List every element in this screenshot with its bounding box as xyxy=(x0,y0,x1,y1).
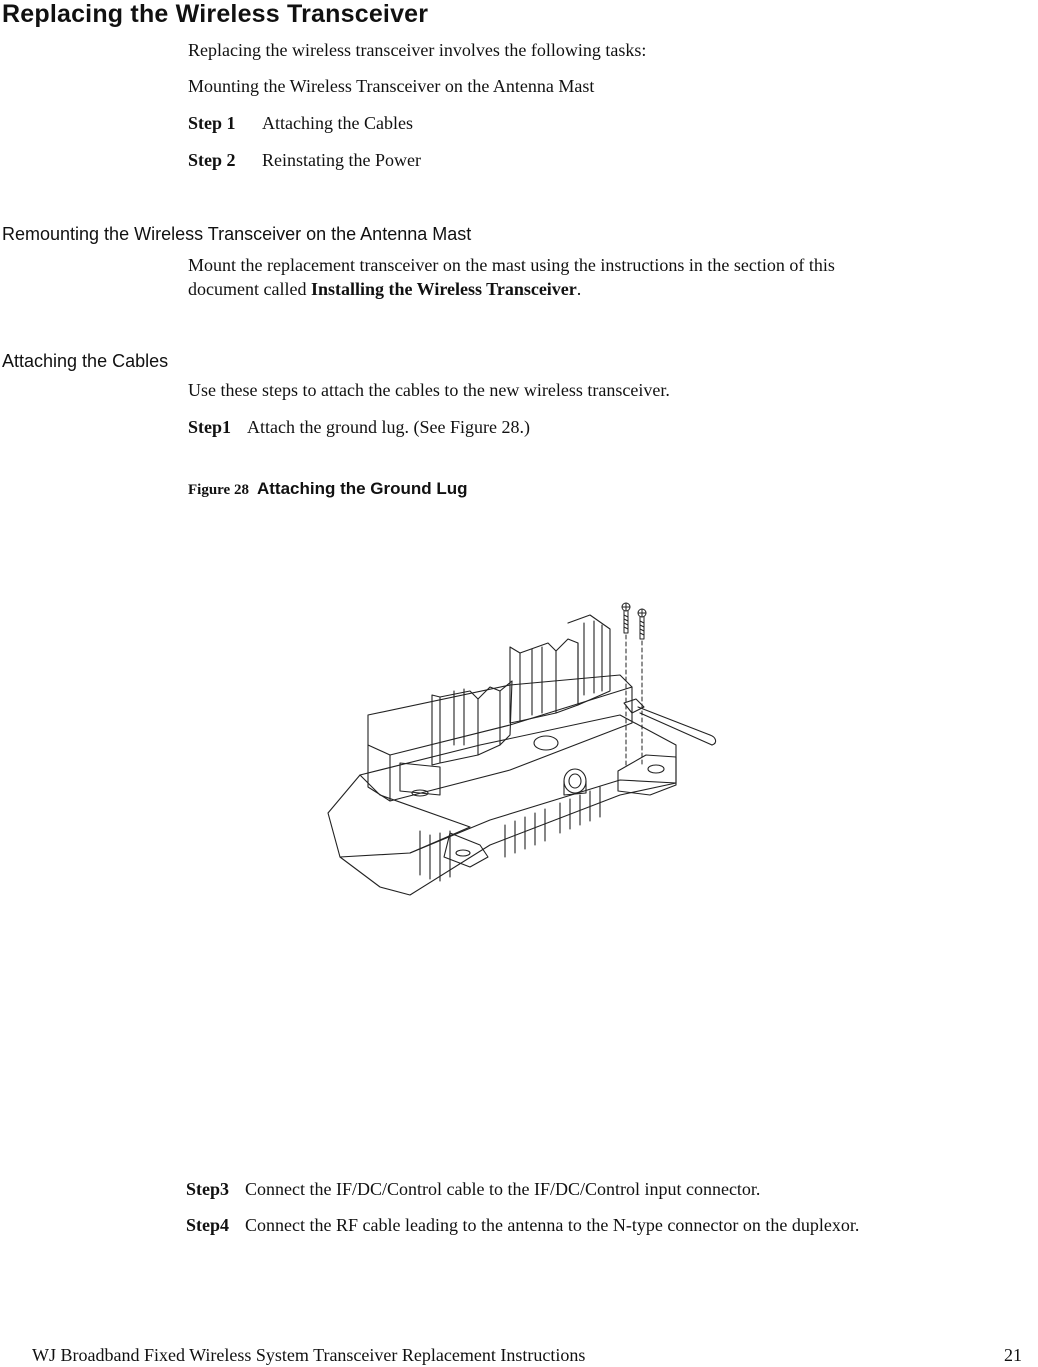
housing-base xyxy=(328,715,676,895)
cables-heading: Attaching the Cables xyxy=(2,351,169,371)
task-step-1 xyxy=(188,113,413,134)
cables-step-1 xyxy=(188,417,530,438)
step-text: Attaching the Cables xyxy=(262,113,413,133)
step-label: Step3 xyxy=(186,1179,230,1199)
page-number: 21 xyxy=(1004,1345,1022,1365)
remount-line-2 xyxy=(188,279,581,300)
remount-line-2-prefix: document called xyxy=(188,279,311,299)
ground-lug-cable xyxy=(624,699,716,745)
figure-number: Figure 28 xyxy=(188,482,249,498)
step-label: Step4 xyxy=(186,1215,230,1235)
section-title: Replacing the Wireless Transceiver xyxy=(2,0,429,28)
install-section-reference: Installing the Wireless Transceiver xyxy=(310,279,577,299)
step-label: Step 2 xyxy=(188,150,236,170)
remount-line-1: Mount the replacement transceiver on the mast using the instructions in the section of this xyxy=(188,255,835,275)
transceiver-ground-lug-illustration xyxy=(320,595,740,915)
intro-text: Replacing the wireless transceiver involves the following tasks: xyxy=(188,40,647,60)
heatsink-fins-top-left xyxy=(432,681,512,765)
step-label: Step 1 xyxy=(188,113,236,133)
task-item-mounting: Mounting the Wireless Transceiver on the Antenna Mast xyxy=(188,76,595,96)
task-step-2 xyxy=(188,150,421,171)
cables-step-4 xyxy=(186,1215,859,1236)
ground-screws xyxy=(622,603,646,765)
cables-intro: Use these steps to attach the cables to the new wireless transceiver. xyxy=(188,380,670,400)
figure-title: Attaching the Ground Lug xyxy=(256,479,468,498)
cables-step-3 xyxy=(186,1179,760,1200)
figure-caption xyxy=(188,479,468,499)
remount-line-2-suffix: . xyxy=(576,279,582,299)
step-text: Attach the ground lug. (See Figure 28.) xyxy=(247,417,530,437)
remount-heading: Remounting the Wireless Transceiver on the Antenna Mast xyxy=(2,224,472,244)
top-port xyxy=(534,736,558,750)
cooling-fins xyxy=(420,787,600,881)
step-text: Reinstating the Power xyxy=(262,150,421,170)
heatsink-fins-top-right xyxy=(510,615,610,723)
step-text: Connect the IF/DC/Control cable to the IF/DC/Control input connector. xyxy=(245,1179,761,1199)
footer-document-title: WJ Broadband Fixed Wireless System Transceiver Replacement Instructions xyxy=(32,1345,586,1365)
step-label: Step1 xyxy=(188,417,232,437)
step-text: Connect the RF cable leading to the antenna to the N-type connector on the duplexor. xyxy=(245,1215,860,1235)
